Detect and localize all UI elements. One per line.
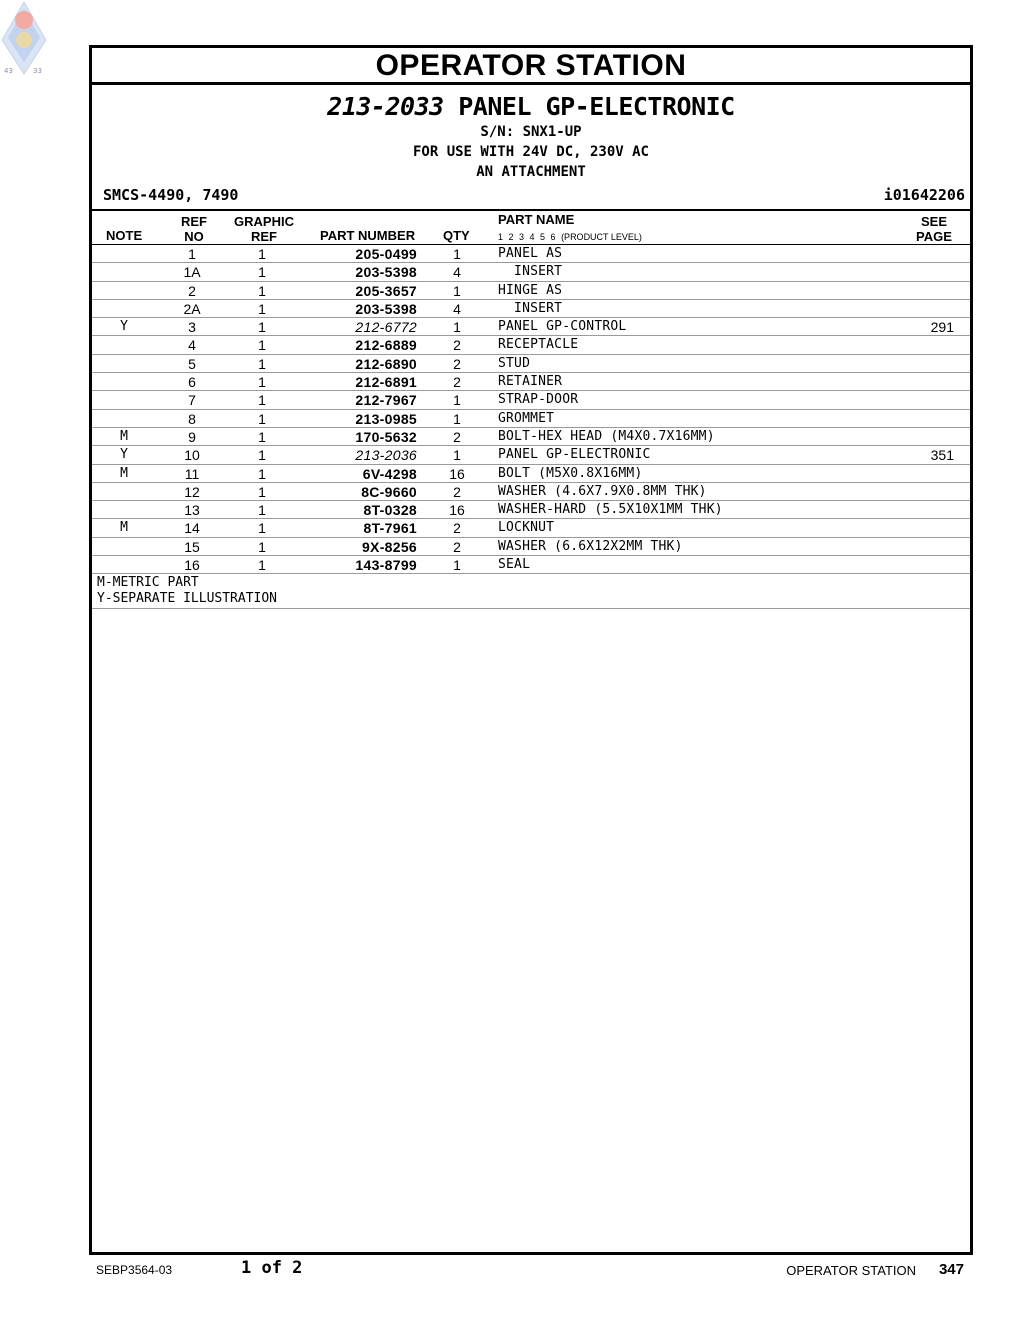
footer-doc-number: SEBP3564-03	[96, 1263, 173, 1277]
illustration-id: i01642206	[883, 186, 965, 204]
row-part-number: 8C-9660	[361, 483, 417, 500]
row-qty: 2	[453, 374, 461, 391]
footer-page-of: 1 of 2	[241, 1258, 303, 1278]
row-ref-no: 12	[184, 483, 200, 500]
row-graphic-ref: 1	[258, 557, 266, 574]
col-see-page	[914, 214, 954, 244]
row-graphic-ref: 1	[258, 374, 266, 391]
col-see-top: SEE	[920, 214, 947, 229]
row-qty: 2	[453, 483, 461, 500]
row-part-name: PANEL GP-ELECTRONIC	[498, 447, 651, 463]
row-ref-no: 1A	[183, 264, 201, 281]
row-qty: 4	[453, 264, 461, 281]
row-qty: 2	[453, 538, 461, 555]
row-graphic-ref: 1	[258, 264, 266, 281]
row-note: M	[120, 428, 128, 444]
table-row	[92, 263, 970, 281]
row-part-name: INSERT	[498, 300, 563, 316]
row-part-name: PANEL GP-CONTROL	[498, 319, 627, 335]
note-metric: M-METRIC PART	[97, 575, 199, 591]
table-row	[92, 501, 970, 519]
col-graphic-top: GRAPHIC	[234, 214, 294, 229]
row-graphic-ref: 1	[258, 483, 266, 500]
table-row	[92, 300, 970, 318]
row-part-number: 213-0985	[355, 410, 417, 427]
row-part-number: 212-6891	[355, 374, 417, 391]
col-ref-bottom: NO	[184, 229, 204, 244]
col-ref-no	[179, 214, 209, 244]
row-see-page: 291	[930, 319, 954, 336]
usage-note: FOR USE WITH 24V DC, 230V AC	[412, 144, 649, 160]
row-graphic-ref: 1	[258, 246, 266, 262]
row-ref-no: 7	[188, 392, 196, 409]
row-qty: 1	[453, 410, 461, 427]
row-note: Y	[120, 447, 128, 463]
row-graphic-ref: 1	[258, 538, 266, 555]
row-ref-no: 3	[188, 319, 196, 336]
notes-legend	[92, 574, 970, 609]
row-graphic-ref: 1	[258, 319, 266, 336]
row-part-number: 203-5398	[355, 264, 417, 281]
row-graphic-ref: 1	[258, 520, 266, 537]
col-product-level: (PRODUCT LEVEL)	[561, 232, 642, 242]
row-graphic-ref: 1	[258, 300, 266, 317]
col-level-numbers: 1 2 3 4 5 6	[498, 232, 556, 242]
row-graphic-ref: 1	[258, 282, 266, 299]
row-ref-no: 6	[188, 374, 196, 391]
row-ref-no: 16	[184, 557, 200, 574]
row-part-number: 212-6890	[355, 355, 417, 372]
row-part-name: PANEL AS	[498, 246, 563, 261]
column-headers	[92, 211, 970, 245]
col-qty: QTY	[443, 228, 470, 243]
row-part-name: GROMMET	[498, 410, 555, 426]
attachment-note: AN ATTACHMENT	[476, 164, 586, 180]
row-see-page: 351	[930, 447, 954, 464]
row-part-name: HINGE AS	[498, 282, 563, 298]
parts-page-frame	[89, 45, 973, 1255]
row-qty: 1	[453, 282, 461, 299]
assembly-part-name: PANEL GP-ELECTRONIC	[458, 92, 735, 121]
row-ref-no: 2A	[183, 300, 201, 317]
row-ref-no: 8	[188, 410, 196, 427]
table-row	[92, 483, 970, 501]
row-part-number: 170-5632	[355, 428, 417, 445]
row-part-name: INSERT	[498, 264, 563, 280]
row-part-number: 213-2036	[355, 447, 417, 464]
row-part-number: 212-6889	[355, 337, 417, 354]
row-part-number: 143-8799	[355, 557, 417, 574]
row-part-number: 212-6772	[355, 319, 417, 336]
section-title: OPERATOR STATION	[92, 48, 970, 85]
row-qty: 16	[449, 502, 465, 519]
row-qty: 1	[453, 392, 461, 409]
smcs-code: SMCS-4490, 7490	[103, 186, 239, 204]
assembly-header	[92, 85, 970, 211]
col-part-name: PART NAME	[498, 212, 575, 227]
row-part-name: BOLT (M5X0.8X16MM)	[498, 465, 643, 481]
row-qty: 2	[453, 337, 461, 354]
row-graphic-ref: 1	[258, 428, 266, 445]
row-part-number: 212-7967	[355, 392, 417, 409]
row-ref-no: 14	[184, 520, 200, 537]
row-ref-no: 2	[188, 282, 196, 299]
row-part-name: WASHER (4.6X7.9X0.8MM THK)	[498, 483, 707, 499]
row-part-number: 205-0499	[355, 246, 417, 262]
col-levels	[498, 232, 642, 242]
row-ref-no: 15	[184, 538, 200, 555]
row-qty: 2	[453, 355, 461, 372]
table-row	[92, 465, 970, 483]
table-row	[92, 336, 970, 354]
row-part-name: SEAL	[498, 557, 531, 573]
row-qty: 1	[453, 557, 461, 574]
row-qty: 1	[453, 319, 461, 336]
row-part-number: 9X-8256	[361, 538, 417, 555]
row-graphic-ref: 1	[258, 502, 266, 519]
row-ref-no: 10	[184, 447, 200, 464]
row-part-name: BOLT-HEX HEAD (M4X0.7X16MM)	[498, 428, 715, 444]
row-part-name: RETAINER	[498, 374, 563, 390]
row-ref-no: 13	[184, 502, 200, 519]
row-graphic-ref: 1	[258, 392, 266, 409]
table-row	[92, 410, 970, 428]
row-ref-no: 9	[188, 428, 196, 445]
row-graphic-ref: 1	[258, 337, 266, 354]
row-note: M	[120, 465, 128, 481]
row-qty: 1	[453, 447, 461, 464]
table-row	[92, 391, 970, 409]
table-row	[92, 556, 970, 574]
row-qty: 4	[453, 300, 461, 317]
logo-number-left: 43	[4, 67, 13, 75]
row-part-name: WASHER-HARD (5.5X10X1MM THK)	[498, 502, 723, 518]
note-separate-illustration: Y-SEPARATE ILLUSTRATION	[97, 591, 278, 607]
row-ref-no: 1	[188, 246, 196, 262]
page-footer	[96, 1258, 968, 1282]
row-graphic-ref: 1	[258, 355, 266, 372]
row-part-name: WASHER (6.6X12X2MM THK)	[498, 538, 683, 554]
row-graphic-ref: 1	[258, 410, 266, 427]
footer-section: OPERATOR STATION	[786, 1263, 916, 1278]
row-qty: 16	[449, 465, 465, 482]
row-ref-no: 11	[184, 465, 200, 482]
table-row	[92, 519, 970, 537]
row-part-number: 203-5398	[355, 300, 417, 317]
watermark-logo	[0, 0, 48, 80]
row-part-name: STUD	[498, 355, 531, 371]
row-graphic-ref: 1	[258, 465, 266, 482]
table-row	[92, 428, 970, 446]
table-row	[92, 245, 970, 263]
col-note: NOTE	[106, 228, 143, 243]
footer-page-number: 347	[938, 1261, 964, 1278]
row-part-number: 8T-7961	[363, 520, 417, 537]
table-row	[92, 318, 970, 336]
serial-number: S/N: SNX1-UP	[480, 124, 582, 140]
table-row	[92, 373, 970, 391]
row-qty: 2	[453, 520, 461, 537]
assembly-part-number: 213-2033	[327, 92, 444, 121]
row-part-name: LOCKNUT	[498, 520, 555, 536]
col-graphic-ref	[233, 214, 295, 244]
row-ref-no: 4	[188, 337, 196, 354]
col-see-bottom: PAGE	[916, 229, 952, 244]
row-part-name: STRAP-DOOR	[498, 392, 579, 408]
assembly-title	[92, 85, 970, 122]
row-qty: 2	[453, 428, 461, 445]
row-note: M	[120, 520, 128, 536]
row-graphic-ref: 1	[258, 447, 266, 464]
parts-table-body	[92, 245, 970, 574]
table-row	[92, 355, 970, 373]
row-note: Y	[120, 319, 128, 335]
logo-number-right: 33	[33, 67, 42, 75]
row-part-number: 205-3657	[355, 282, 417, 299]
col-graphic-bottom: REF	[251, 229, 277, 244]
table-row	[92, 282, 970, 300]
col-part-number: PART NUMBER	[320, 228, 416, 243]
row-ref-no: 5	[188, 355, 196, 372]
table-row	[92, 538, 970, 556]
row-part-number: 8T-0328	[363, 502, 417, 519]
row-qty: 1	[453, 246, 461, 262]
table-row	[92, 446, 970, 464]
col-ref-top: REF	[181, 214, 207, 229]
row-part-number: 6V-4298	[362, 465, 417, 482]
row-part-name: RECEPTACLE	[498, 337, 579, 353]
